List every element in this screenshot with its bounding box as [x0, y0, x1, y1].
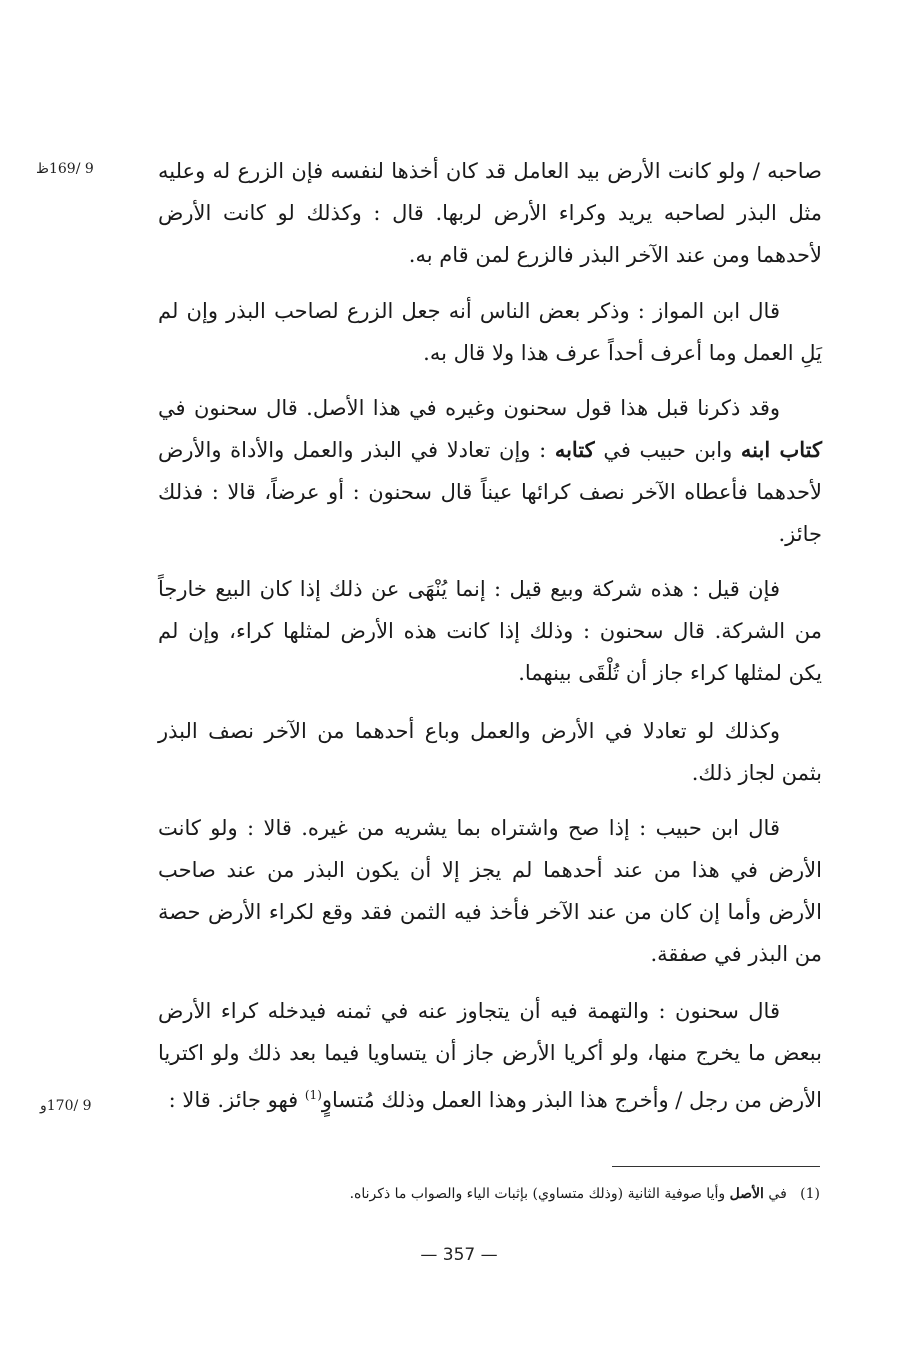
paragraph-2: قال ابن المواز : وذكر بعض الناس أنه جعل الزرع لصاحب البذر وإن لم يَلِ العمل وما أعرف أحداً عرف هذا ولا قال به.: [158, 299, 822, 365]
page-number: — 357 —: [420, 1245, 498, 1265]
paragraph-3: [158, 387, 822, 555]
margin-folio-reference-2: 9 /170و: [40, 1098, 92, 1114]
footnote-number: (1): [800, 1186, 820, 1202]
footnote-source-bold: الأصل: [729, 1186, 764, 1202]
paragraph-3-text-c: وابن حبيب في: [603, 438, 733, 462]
margin-folio-reference: 9 /169ظ: [36, 161, 94, 177]
book-title-bold-2: كتابه: [554, 437, 595, 462]
paragraph-7: [158, 990, 822, 1121]
footnote: [260, 1182, 820, 1206]
footnote-marker[interactable]: (1): [304, 1088, 322, 1102]
paragraph-3-text-e: : وإن تعادلا في البذر والعمل والأداة والأرض لأحدهما فأعطاه الآخر نصف كرائها عيناً قال سحنون : أو عرضاً، قالا : فذلك جائز.: [158, 438, 822, 546]
paragraph-5: وكذلك لو تعادلا في الأرض والعمل وباع أحدهما من الآخر نصف البذر بثمن لجاز ذلك.: [158, 719, 822, 785]
footnote-text-a: في: [768, 1186, 787, 1202]
paragraph-1: صاحبه / ولو كانت الأرض بيد العامل قد كان أخذها لنفسه فإن الزرع له وعليه مثل البذر لصاحبه يريد وكراء الأرض لربها. قال : وكذلك لو كانت الأرض لأحدهما ومن عند الآخر البذر فالزرع لمن قام به.: [158, 159, 822, 267]
paragraph-7-text-a: قال سحنون : والتهمة فيه أن يتجاوز عنه في ثمنه فيدخله كراء الأرض ببعض ما يخرج منها، ولو أكريا الأرض جاز أن يتساويا فيما بعد ذلك ولو اكتريا الأرض من رجل / وأخرج هذا البذر وهذا العمل وذلك مُتساوٍ: [158, 999, 822, 1112]
paragraph-3-text-a: وقد ذكرنا قبل هذا قول سحنون وغيره في هذا الأصل. قال سحنون في: [158, 396, 780, 420]
paragraph-6: قال ابن حبيب : إذا صح واشتراه بما يشريه من غيره. قالا : ولو كانت الأرض في هذا من عند أحدهما لم يجز إلا أن يكون البذر من عند صاحب الأرض وأما إن كان من عند الآخر فأخذ فيه الثمن فقد وقع لكراء الأرض حصة من البذر في صفقة.: [158, 816, 822, 966]
paragraph-4: فإن قيل : هذه شركة وبيع قيل : إنما يُنْهَى عن ذلك إذا كان البيع خارجاً من الشركة. قال سحنون : وذلك إذا كانت هذه الأرض لمثلها كراء، وإن لم يكن لمثلها كراء جاز أن تُلْقَى بينهما.: [158, 577, 822, 685]
book-title-bold: كتاب ابنه: [740, 437, 822, 462]
footnote-divider: [612, 1166, 820, 1167]
paragraph-7-text-b: فهو جائز. قالا :: [168, 1088, 299, 1112]
footnote-text-c: وأيا صوفية الثانية (وذلك متساوي) بإثبات الياء والصواب ما ذكرناه.: [349, 1186, 726, 1202]
